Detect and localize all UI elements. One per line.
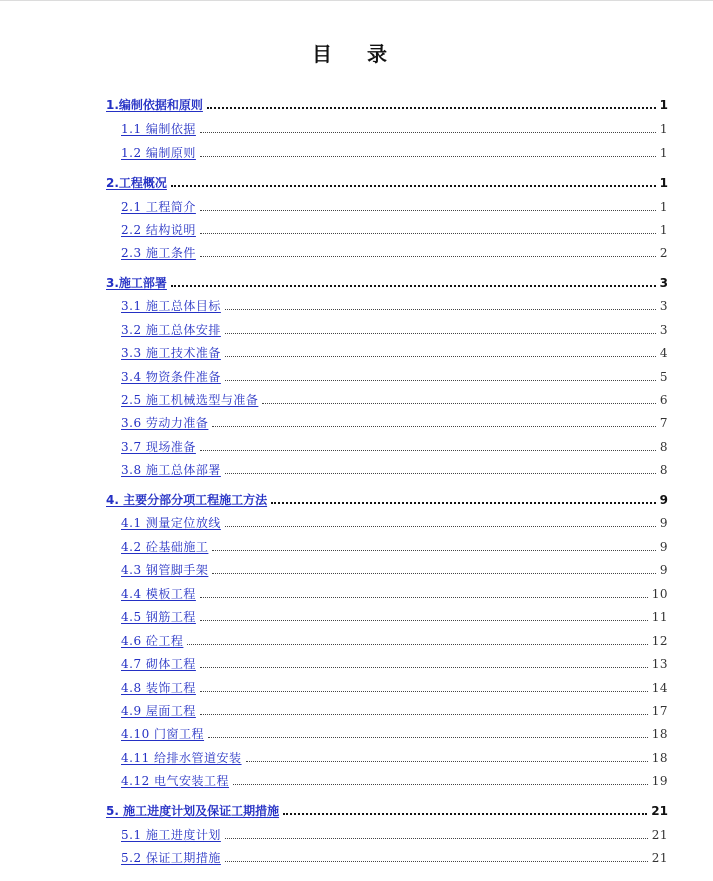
toc-page-number: 6 bbox=[659, 393, 668, 407]
toc-section-entry[interactable] bbox=[121, 679, 668, 697]
toc-page-number: 18 bbox=[651, 727, 668, 741]
toc-entry-link[interactable]: 5. 施工进度计划及保证工期措施 bbox=[106, 804, 280, 818]
toc-page-number: 14 bbox=[651, 681, 668, 695]
dot-leader bbox=[212, 573, 655, 574]
toc-entry-link[interactable]: 4.11 给排水管道安装 bbox=[121, 751, 242, 765]
toc-entry-link[interactable]: 3.7 现场准备 bbox=[121, 440, 196, 454]
toc-entry-link[interactable]: 4.3 钢管脚手架 bbox=[121, 563, 209, 577]
toc-entry-link[interactable]: 4.7 砌体工程 bbox=[121, 657, 196, 671]
toc-section-entry[interactable] bbox=[121, 632, 668, 650]
toc-section-entry[interactable] bbox=[121, 772, 668, 790]
toc-entry-link[interactable]: 3.2 施工总体安排 bbox=[121, 323, 221, 337]
toc-section-entry[interactable] bbox=[121, 391, 668, 409]
toc-page-number: 21 bbox=[651, 851, 668, 865]
dot-leader bbox=[225, 861, 648, 862]
page-top-edge bbox=[0, 0, 713, 1]
toc-section-entry[interactable] bbox=[121, 749, 668, 767]
toc-section-entry[interactable] bbox=[121, 655, 668, 673]
toc-entry-link[interactable]: 4. 主要分部分项工程施工方法 bbox=[106, 493, 268, 507]
toc-entry-link[interactable]: 3.4 物资条件准备 bbox=[121, 370, 221, 384]
dot-leader bbox=[262, 403, 655, 404]
toc-entry-link[interactable]: 4.8 装饰工程 bbox=[121, 681, 196, 695]
dot-leader bbox=[271, 502, 656, 504]
toc-page-number: 18 bbox=[651, 751, 668, 765]
toc-page-number: 8 bbox=[659, 440, 668, 454]
toc-entry-link[interactable]: 3.8 施工总体部署 bbox=[121, 463, 221, 477]
toc-entry-link[interactable]: 1.编制依据和原则 bbox=[106, 98, 203, 112]
toc-page-number: 1 bbox=[659, 146, 668, 160]
dot-leader bbox=[200, 256, 656, 257]
toc-entry-link[interactable]: 4.10 门窗工程 bbox=[121, 727, 205, 741]
toc-page-number: 1 bbox=[659, 223, 668, 237]
toc-page-number: 5 bbox=[659, 370, 668, 384]
dot-leader bbox=[200, 450, 656, 451]
toc-section-entry[interactable] bbox=[121, 244, 668, 262]
dot-leader bbox=[233, 784, 648, 785]
toc-page-number: 8 bbox=[659, 463, 668, 477]
dot-leader bbox=[200, 714, 648, 715]
toc-section-entry[interactable] bbox=[121, 702, 668, 720]
toc-section-entry[interactable] bbox=[121, 438, 668, 456]
toc-page-number: 1 bbox=[659, 176, 668, 190]
toc-page-number: 19 bbox=[651, 774, 668, 788]
toc-page-number: 9 bbox=[659, 516, 668, 530]
toc-section-entry[interactable] bbox=[121, 826, 668, 844]
toc-entry-link[interactable]: 2.5 施工机械选型与准备 bbox=[121, 393, 259, 407]
toc-page-number: 9 bbox=[659, 493, 668, 507]
toc-entry-link[interactable]: 3.3 施工技术准备 bbox=[121, 346, 221, 360]
dot-leader bbox=[225, 333, 656, 334]
toc-page-number: 10 bbox=[651, 587, 668, 601]
toc-chapter-entry[interactable] bbox=[106, 96, 668, 114]
toc-page-number: 12 bbox=[651, 634, 668, 648]
toc-entry-link[interactable]: 4.9 屋面工程 bbox=[121, 704, 196, 718]
toc-entry-link[interactable]: 4.12 电气安装工程 bbox=[121, 774, 230, 788]
toc-chapter-entry[interactable] bbox=[106, 802, 668, 820]
dot-leader bbox=[225, 526, 656, 527]
toc-page-number: 21 bbox=[651, 828, 668, 842]
toc-entry-link[interactable]: 3.1 施工总体目标 bbox=[121, 299, 221, 313]
dot-leader bbox=[171, 285, 656, 287]
toc-section-entry[interactable] bbox=[121, 514, 668, 532]
toc-page-number: 2 bbox=[659, 246, 668, 260]
toc-section-entry[interactable] bbox=[121, 849, 668, 867]
toc-page-number: 3 bbox=[659, 299, 668, 313]
toc-page-number: 3 bbox=[659, 323, 668, 337]
dot-leader bbox=[212, 550, 655, 551]
toc-page-number: 11 bbox=[651, 610, 668, 624]
toc-entry-link[interactable]: 2.工程概况 bbox=[106, 176, 167, 190]
toc-entry-link[interactable]: 2.2 结构说明 bbox=[121, 223, 196, 237]
toc-chapter-entry[interactable] bbox=[106, 491, 668, 509]
dot-leader bbox=[200, 691, 648, 692]
toc-page-number: 1 bbox=[659, 200, 668, 214]
toc-section-entry[interactable] bbox=[121, 725, 668, 743]
toc-entry-link[interactable]: 5.1 施工进度计划 bbox=[121, 828, 221, 842]
dot-leader bbox=[208, 737, 648, 738]
dot-leader bbox=[225, 380, 656, 381]
toc-entry-link[interactable]: 3.6 劳动力准备 bbox=[121, 416, 209, 430]
toc-section-entry[interactable] bbox=[121, 414, 668, 432]
toc-page-number: 17 bbox=[651, 704, 668, 718]
dot-leader bbox=[225, 473, 656, 474]
dot-leader bbox=[187, 644, 647, 645]
toc-section-entry[interactable] bbox=[121, 461, 668, 479]
toc-page-number: 9 bbox=[659, 540, 668, 554]
toc-chapter-entry[interactable] bbox=[106, 274, 668, 292]
toc-page-number: 7 bbox=[659, 416, 668, 430]
toc-entry-link[interactable]: 4.5 钢筋工程 bbox=[121, 610, 196, 624]
toc-entry-link[interactable]: 1.1 编制依据 bbox=[121, 122, 196, 136]
dot-leader bbox=[283, 813, 647, 815]
toc-chapter-entry[interactable] bbox=[106, 174, 668, 192]
toc-section-entry[interactable] bbox=[121, 144, 668, 162]
dot-leader bbox=[200, 210, 656, 211]
dot-leader bbox=[212, 426, 655, 427]
toc-entry-link[interactable]: 4.4 模板工程 bbox=[121, 587, 196, 601]
dot-leader bbox=[200, 667, 648, 668]
toc-entry-link[interactable]: 2.1 工程简介 bbox=[121, 200, 196, 214]
toc-section-entry[interactable] bbox=[121, 198, 668, 216]
toc-page-number: 13 bbox=[651, 657, 668, 671]
dot-leader bbox=[225, 309, 656, 310]
toc-section-entry[interactable] bbox=[121, 585, 668, 603]
toc-page-number: 1 bbox=[659, 98, 668, 112]
toc-entry-link[interactable]: 4.2 砼基础施工 bbox=[121, 540, 209, 554]
dot-leader bbox=[207, 107, 656, 109]
toc-entry-link[interactable]: 2.3 施工条件 bbox=[121, 246, 196, 260]
dot-leader bbox=[200, 233, 656, 234]
toc-entry-link[interactable]: 1.2 编制原则 bbox=[121, 146, 196, 160]
toc-section-entry[interactable] bbox=[121, 344, 668, 362]
dot-leader bbox=[225, 838, 648, 839]
toc-page-number: 4 bbox=[659, 346, 668, 360]
toc-section-entry[interactable] bbox=[121, 561, 668, 579]
toc-page-number: 1 bbox=[659, 122, 668, 136]
toc-page-number: 9 bbox=[659, 563, 668, 577]
dot-leader bbox=[225, 356, 656, 357]
toc-section-entry[interactable] bbox=[121, 321, 668, 339]
dot-leader bbox=[200, 132, 656, 133]
toc-section-entry[interactable] bbox=[121, 608, 668, 626]
toc-entry-link[interactable]: 5.2 保证工期措施 bbox=[121, 851, 221, 865]
dot-leader bbox=[200, 597, 648, 598]
toc-section-entry[interactable] bbox=[121, 368, 668, 386]
toc-entry-link[interactable]: 4.6 砼工程 bbox=[121, 634, 184, 648]
page-title: 目 录 bbox=[312, 42, 401, 66]
toc-page-number: 21 bbox=[651, 804, 668, 818]
toc-entry-link[interactable]: 3.施工部署 bbox=[106, 276, 167, 290]
toc-section-entry[interactable] bbox=[121, 120, 668, 138]
dot-leader bbox=[200, 620, 648, 621]
toc-section-entry[interactable] bbox=[121, 538, 668, 556]
toc-section-entry[interactable] bbox=[121, 221, 668, 239]
dot-leader bbox=[171, 185, 656, 187]
toc-page-number: 3 bbox=[659, 276, 668, 290]
dot-leader bbox=[200, 156, 656, 157]
dot-leader bbox=[246, 761, 648, 762]
toc-section-entry[interactable] bbox=[121, 297, 668, 315]
toc-entry-link[interactable]: 4.1 测量定位放线 bbox=[121, 516, 221, 530]
